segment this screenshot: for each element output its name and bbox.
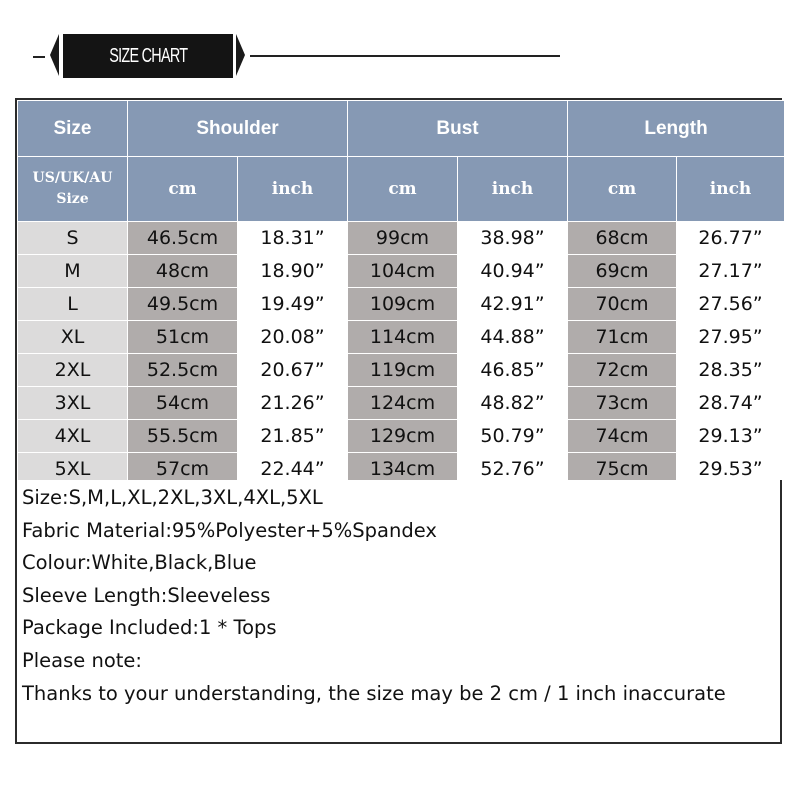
cell-size: L [18, 288, 128, 321]
cell-length-inch: 26.77” [677, 222, 785, 255]
header-size-region: US/UK/AU Size [18, 157, 128, 222]
cell-shoulder-inch: 20.08” [238, 321, 348, 354]
cell-shoulder-cm: 54cm [128, 387, 238, 420]
banner-title: SIZE CHART [108, 44, 188, 67]
cell-shoulder-inch: 22.44” [238, 453, 348, 486]
cell-size: XL [18, 321, 128, 354]
banner-left-arrow-icon [50, 34, 59, 76]
size-table [17, 100, 785, 486]
cell-shoulder-cm: 51cm [128, 321, 238, 354]
cell-shoulder-inch: 19.49” [238, 288, 348, 321]
cell-shoulder-cm: 52.5cm [128, 354, 238, 387]
header-bust: Bust [348, 101, 568, 157]
cell-shoulder-inch: 18.31” [238, 222, 348, 255]
banner-line-right [250, 55, 560, 57]
cell-size: S [18, 222, 128, 255]
cell-length-cm: 68cm [568, 222, 677, 255]
table-row [18, 354, 785, 387]
size-chart-banner [63, 34, 233, 78]
banner-line-left [33, 56, 45, 58]
note-colour: Colour:White,Black,Blue [22, 551, 257, 575]
cell-bust-inch: 48.82” [458, 387, 568, 420]
table-body [18, 222, 785, 486]
cell-bust-cm: 109cm [348, 288, 458, 321]
cell-length-inch: 29.53” [677, 453, 785, 486]
header-size: Size [18, 101, 128, 157]
note-accuracy: Thanks to your understanding, the size may be 2 cm / 1 inch inaccurate [22, 681, 726, 705]
cell-bust-cm: 134cm [348, 453, 458, 486]
cell-bust-inch: 52.76” [458, 453, 568, 486]
cell-length-cm: 73cm [568, 387, 677, 420]
cell-bust-inch: 46.85” [458, 354, 568, 387]
cell-length-inch: 27.56” [677, 288, 785, 321]
table-row [18, 387, 785, 420]
cell-size: 5XL [18, 453, 128, 486]
size-chart-table [15, 98, 782, 480]
table-row [18, 255, 785, 288]
cell-shoulder-cm: 46.5cm [128, 222, 238, 255]
cell-bust-inch: 42.91” [458, 288, 568, 321]
cell-bust-inch: 38.98” [458, 222, 568, 255]
cell-bust-cm: 119cm [348, 354, 458, 387]
cell-shoulder-inch: 18.90” [238, 255, 348, 288]
cell-length-cm: 75cm [568, 453, 677, 486]
cell-length-inch: 27.17” [677, 255, 785, 288]
cell-bust-cm: 114cm [348, 321, 458, 354]
note-fabric: Fabric Material:95%Polyester+5%Spandex [22, 518, 437, 542]
cell-length-inch: 28.74” [677, 387, 785, 420]
cell-length-cm: 69cm [568, 255, 677, 288]
header-row-units [18, 157, 785, 222]
cell-length-inch: 29.13” [677, 420, 785, 453]
cell-bust-cm: 124cm [348, 387, 458, 420]
cell-shoulder-cm: 48cm [128, 255, 238, 288]
cell-size: 2XL [18, 354, 128, 387]
cell-length-cm: 74cm [568, 420, 677, 453]
header-shoulder: Shoulder [128, 101, 348, 157]
cell-length-inch: 28.35” [677, 354, 785, 387]
cell-size: 3XL [18, 387, 128, 420]
header-unit-shoulder-cm: cm [128, 157, 238, 222]
header-unit-shoulder-inch: inch [238, 157, 348, 222]
header-length: Length [568, 101, 785, 157]
cell-bust-cm: 129cm [348, 420, 458, 453]
header-unit-length-inch: inch [677, 157, 785, 222]
cell-shoulder-inch: 20.67” [238, 354, 348, 387]
banner-right-arrow-icon [236, 34, 245, 76]
cell-shoulder-inch: 21.26” [238, 387, 348, 420]
table-row [18, 321, 785, 354]
header-unit-bust-cm: cm [348, 157, 458, 222]
cell-bust-inch: 40.94” [458, 255, 568, 288]
header-unit-length-cm: cm [568, 157, 677, 222]
product-notes [15, 480, 782, 744]
cell-bust-inch: 50.79” [458, 420, 568, 453]
header-row-top [18, 101, 785, 157]
cell-shoulder-cm: 55.5cm [128, 420, 238, 453]
table-row [18, 420, 785, 453]
note-sizes: Size:S,M,L,XL,2XL,3XL,4XL,5XL [22, 486, 323, 509]
cell-length-inch: 27.95” [677, 321, 785, 354]
note-please-note: Please note: [22, 648, 142, 672]
cell-bust-cm: 104cm [348, 255, 458, 288]
cell-shoulder-cm: 57cm [128, 453, 238, 486]
cell-bust-cm: 99cm [348, 222, 458, 255]
table-row [18, 222, 785, 255]
cell-size: M [18, 255, 128, 288]
note-sleeve: Sleeve Length:Sleeveless [22, 583, 271, 607]
table-row [18, 288, 785, 321]
cell-length-cm: 72cm [568, 354, 677, 387]
cell-shoulder-inch: 21.85” [238, 420, 348, 453]
cell-shoulder-cm: 49.5cm [128, 288, 238, 321]
header-unit-bust-inch: inch [458, 157, 568, 222]
note-package: Package Included:1 * Tops [22, 616, 277, 640]
cell-length-cm: 70cm [568, 288, 677, 321]
cell-bust-inch: 44.88” [458, 321, 568, 354]
cell-size: 4XL [18, 420, 128, 453]
cell-length-cm: 71cm [568, 321, 677, 354]
